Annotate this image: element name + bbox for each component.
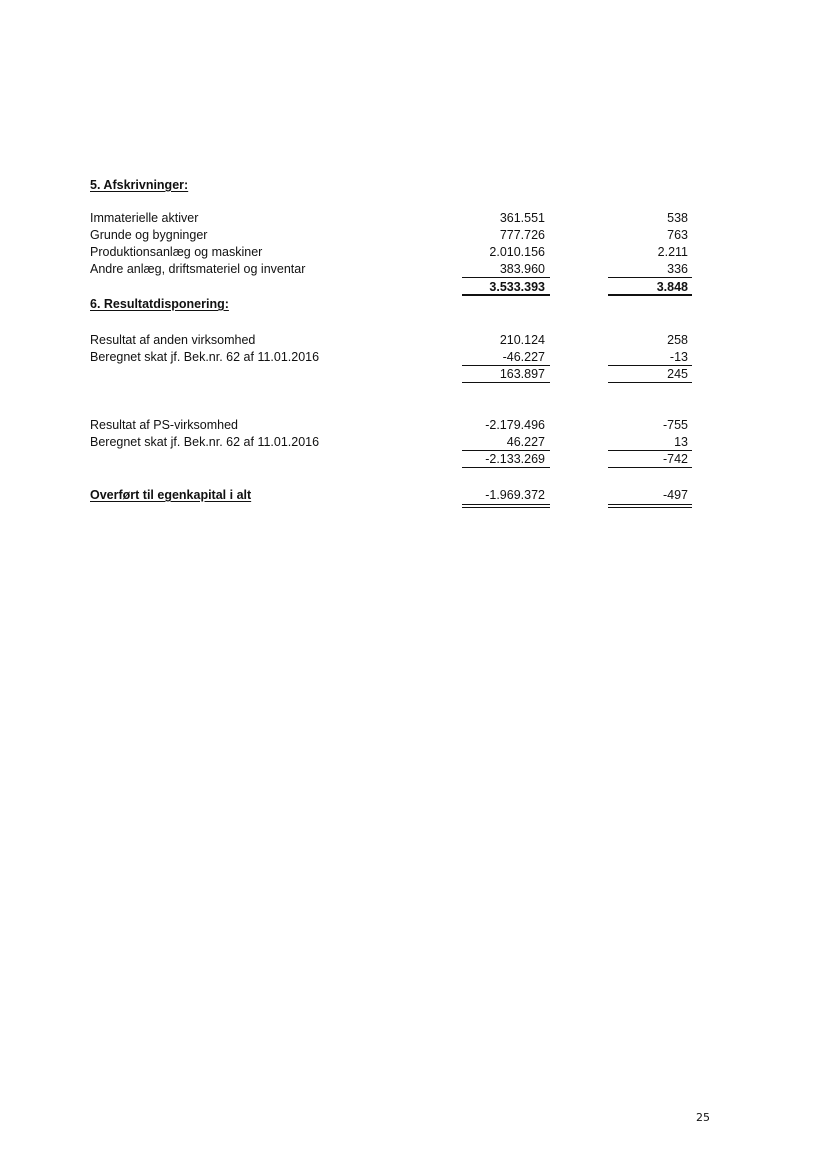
sum-rule: [462, 277, 550, 278]
note5-row-current: 777.726: [499, 228, 545, 242]
note6-subtotal1-prior: 245: [667, 367, 688, 381]
sum-rule: [608, 277, 692, 278]
note5-total-prior: 3.848: [656, 280, 688, 294]
subtotal-rule: [462, 382, 550, 383]
grand-total-label: Overført til egenkapital i alt: [90, 488, 252, 502]
note6-row-label: Resultat af PS-virksomhed: [90, 418, 238, 432]
note6-row-prior: -13: [669, 350, 688, 364]
note6-row-label: Beregnet skat jf. Bek.nr. 62 af 11.01.2016: [90, 350, 320, 364]
total-double-rule-top: [608, 504, 692, 505]
total-double-rule-top: [462, 504, 550, 505]
page-number: 25: [696, 1111, 710, 1124]
note6-heading: 6. Resultatdisponering:: [90, 297, 229, 311]
note5-row-prior: 2.211: [657, 245, 688, 259]
grand-total-current: -1.969.372: [485, 488, 545, 502]
note5-row-label: Andre anlæg, driftsmateriel og inventar: [90, 262, 306, 276]
note5-row-label: Produktionsanlæg og maskiner: [90, 245, 263, 259]
note6-subtotal2-current: -2.133.269: [485, 452, 545, 466]
subtotal-rule: [608, 382, 692, 383]
note6-row-label: Beregnet skat jf. Bek.nr. 62 af 11.01.2016: [90, 435, 320, 449]
note5-row-label: Immaterielle aktiver: [90, 211, 199, 225]
note6-row-prior: -755: [662, 418, 688, 432]
note6-subtotal2-prior: -742: [662, 452, 688, 466]
note6-row-prior: 13: [674, 435, 688, 449]
subtotal-rule: [608, 467, 692, 468]
note5-row-label: Grunde og bygninger: [90, 228, 208, 242]
note5-total-current: 3.533.393: [489, 280, 545, 294]
subtotal-rule: [462, 467, 550, 468]
note6-row-prior: 258: [667, 333, 688, 347]
note5-heading: 5. Afskrivninger:: [90, 178, 189, 192]
note5-row-prior: 538: [667, 211, 688, 225]
note5-row-current: 2.010.156: [489, 245, 545, 259]
total-double-rule: [608, 294, 692, 296]
note6-row-current: -2.179.496: [485, 418, 545, 432]
note5-row-current: 361.551: [499, 211, 545, 225]
note6-row-current: 46.227: [506, 435, 545, 449]
total-double-rule-bottom: [608, 507, 692, 508]
note6-row-current: 210.124: [499, 333, 545, 347]
total-double-rule-bottom: [462, 507, 550, 508]
grand-total-prior: -497: [662, 488, 688, 502]
note5-row-prior: 336: [667, 262, 688, 276]
note6-row-current: -46.227: [502, 350, 545, 364]
total-double-rule: [462, 294, 550, 296]
note5-row-current: 383.960: [499, 262, 545, 276]
note5-row-prior: 763: [667, 228, 688, 242]
note6-subtotal1-current: 163.897: [499, 367, 545, 381]
note6-row-label: Resultat af anden virksomhed: [90, 333, 256, 347]
